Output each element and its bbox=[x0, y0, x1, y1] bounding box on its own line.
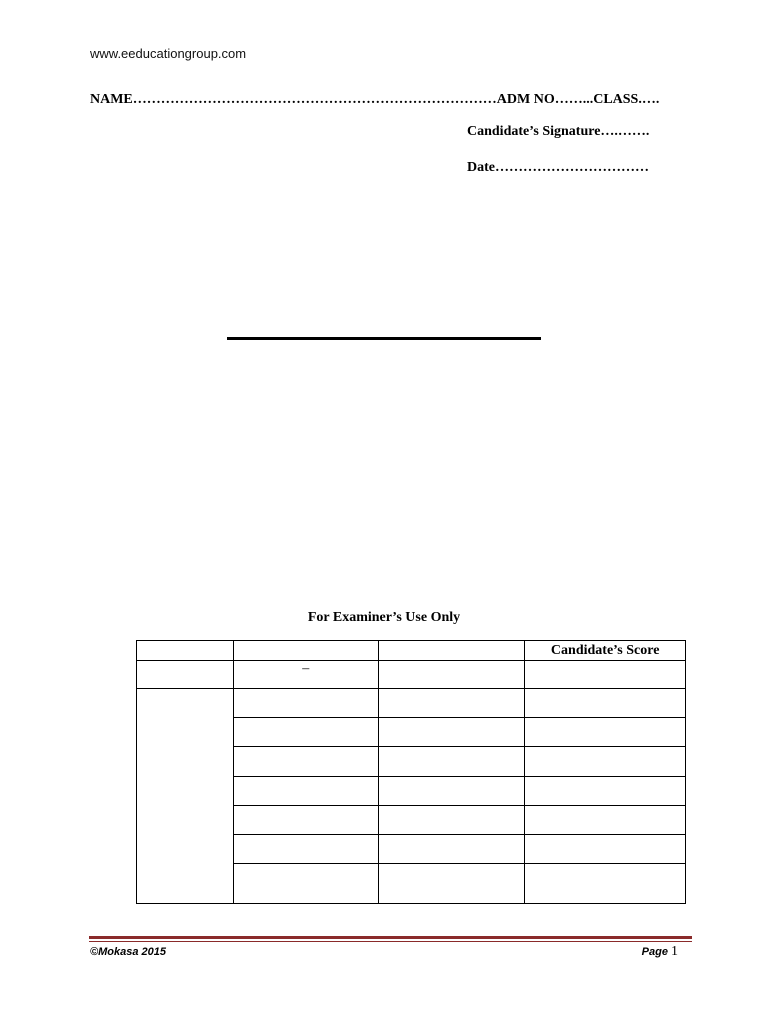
table-cell bbox=[233, 718, 378, 747]
table-cell bbox=[137, 661, 234, 689]
table-cell bbox=[233, 806, 378, 835]
score-cell bbox=[525, 747, 686, 777]
table-cell bbox=[233, 689, 378, 718]
footer-page bbox=[642, 944, 678, 960]
candidates-score-header: Candidate’s Score bbox=[525, 641, 686, 661]
footer-copyright: ©Mokasa 2015 bbox=[90, 946, 166, 958]
footer-rule bbox=[89, 936, 692, 939]
score-cell bbox=[525, 864, 686, 904]
table-cell bbox=[378, 689, 524, 718]
table-cell bbox=[378, 835, 524, 864]
table-cell bbox=[378, 641, 524, 661]
examiner-use-title: For Examiner’s Use Only bbox=[307, 610, 461, 625]
table-cell bbox=[233, 777, 378, 806]
section-cell bbox=[137, 689, 234, 904]
score-cell bbox=[525, 806, 686, 835]
date-line: Date…………………………… bbox=[467, 160, 649, 175]
table-row bbox=[137, 661, 686, 689]
table-cell bbox=[378, 806, 524, 835]
name-adm-class-line: NAME……………………………………………………………………ADM NO……...CLASS.…. bbox=[90, 92, 660, 107]
dash-mark: – bbox=[233, 661, 378, 689]
website-url: www.eeducationgroup.com bbox=[90, 46, 247, 61]
score-cell bbox=[525, 718, 686, 747]
table-cell bbox=[233, 864, 378, 904]
score-cell bbox=[525, 835, 686, 864]
table-row bbox=[137, 641, 686, 661]
table-cell bbox=[378, 718, 524, 747]
score-cell bbox=[525, 661, 686, 689]
table-cell bbox=[233, 835, 378, 864]
table-cell bbox=[378, 777, 524, 806]
score-cell bbox=[525, 689, 686, 718]
table-cell bbox=[378, 747, 524, 777]
table-cell bbox=[233, 641, 378, 661]
table-row bbox=[137, 689, 686, 718]
page-number: 1 bbox=[671, 944, 678, 959]
table-cell bbox=[233, 747, 378, 777]
table-cell bbox=[378, 864, 524, 904]
examiner-score-table bbox=[136, 640, 686, 904]
page-label: Page bbox=[641, 946, 668, 958]
score-cell bbox=[525, 777, 686, 806]
title-rule bbox=[227, 337, 541, 340]
table-cell bbox=[378, 661, 524, 689]
candidate-signature-line: Candidate’s Signature….……. bbox=[467, 124, 650, 139]
table-cell bbox=[137, 641, 234, 661]
footer-rule-thin bbox=[89, 941, 692, 942]
